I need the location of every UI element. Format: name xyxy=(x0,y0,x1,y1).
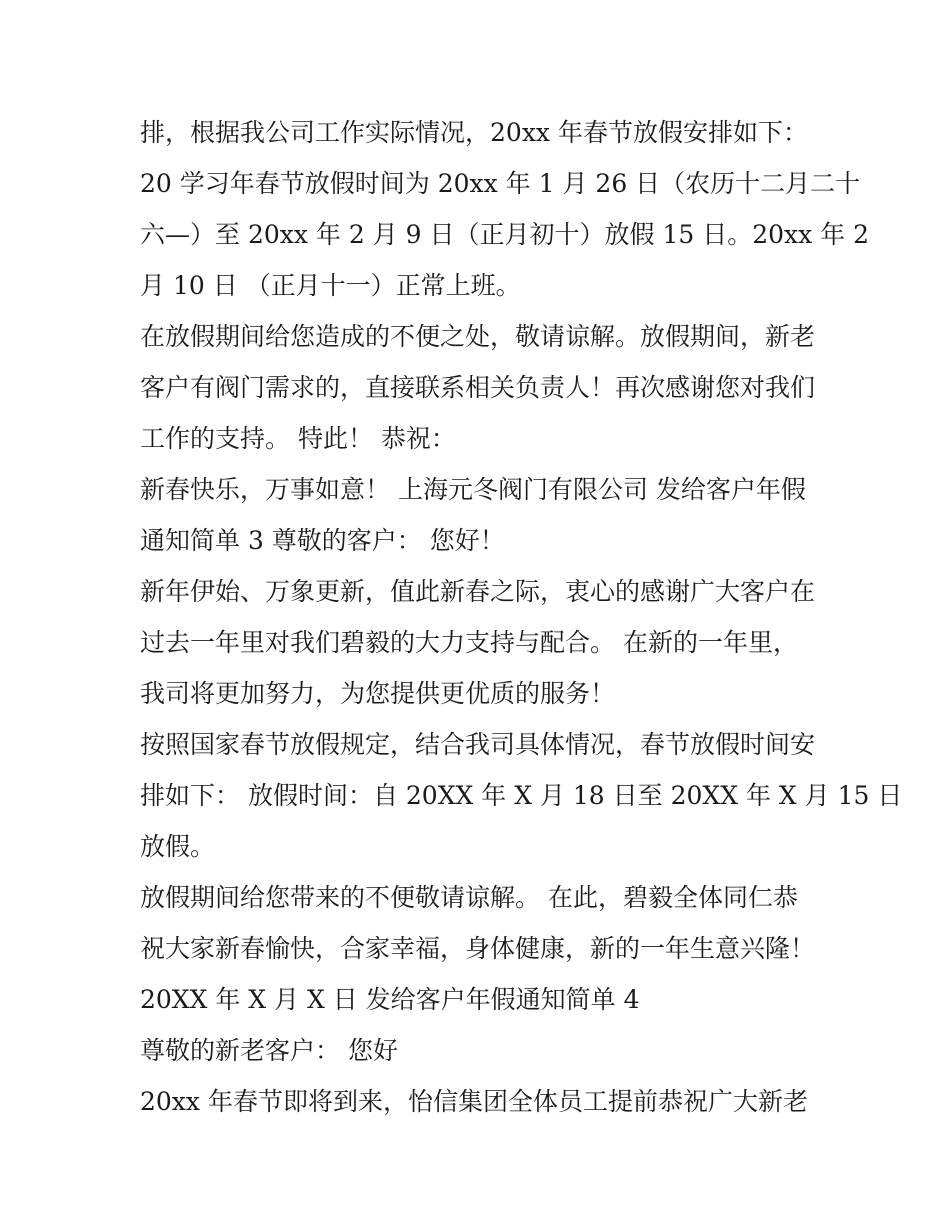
text-line-8: 新春快乐，万事如意！ 上海元冬阀门有限公司 发给客户年假 xyxy=(140,475,806,504)
text-line-1: 排，根据我公司工作实际情况，20xx 年春节放假安排如下： xyxy=(140,118,808,147)
text-line-19: 尊敬的新老客户： 您好 xyxy=(140,1036,398,1065)
text-line-9: 通知简单 3 尊敬的客户： 您好！ xyxy=(140,526,505,555)
text-line-16: 放假期间给您带来的不便敬请谅解。 在此，碧毅全体同仁恭 xyxy=(140,883,798,912)
document-body xyxy=(140,107,903,1127)
text-line-3: 六—）至 20xx 年 2 月 9 日（正月初十）放假 15 日。20xx 年 2 xyxy=(140,220,870,249)
text-line-7: 工作的支持。 特此！ 恭祝： xyxy=(140,424,456,453)
text-line-5: 在放假期间给您造成的不便之处，敬请谅解。放假期间，新老 xyxy=(140,322,816,351)
text-line-11: 过去一年里对我们碧毅的大力支持与配合。 在新的一年里， xyxy=(140,628,798,657)
text-line-17: 祝大家新春愉快，合家幸福，身体健康，新的一年生意兴隆！ xyxy=(140,934,816,963)
text-line-4: 月 10 日 （正月十一）正常上班。 xyxy=(140,271,521,300)
text-line-6: 客户有阀门需求的，直接联系相关负责人！再次感谢您对我们 xyxy=(140,373,816,402)
text-line-13: 按照国家春节放假规定，结合我司具体情况，春节放假时间安 xyxy=(140,730,816,759)
text-line-12: 我司将更加努力，为您提供更优质的服务！ xyxy=(140,679,616,708)
text-line-20: 20xx 年春节即将到来，怡信集团全体员工提前恭祝广大新老 xyxy=(140,1087,808,1116)
text-line-10: 新年伊始、万象更新，值此新春之际，衷心的感谢广大客户在 xyxy=(140,577,816,606)
text-line-18: 20XX 年 X 月 X 日 发给客户年假通知简单 4 xyxy=(140,985,640,1014)
text-line-14: 排如下： 放假时间：自 20XX 年 X 月 18 日至 20XX 年 X 月 15 日 xyxy=(140,781,903,810)
text-line-2: 20 学习年春节放假时间为 20xx 年 1 月 26 日（农历十二月二十 xyxy=(140,169,861,198)
text-line-15: 放假。 xyxy=(140,832,216,861)
